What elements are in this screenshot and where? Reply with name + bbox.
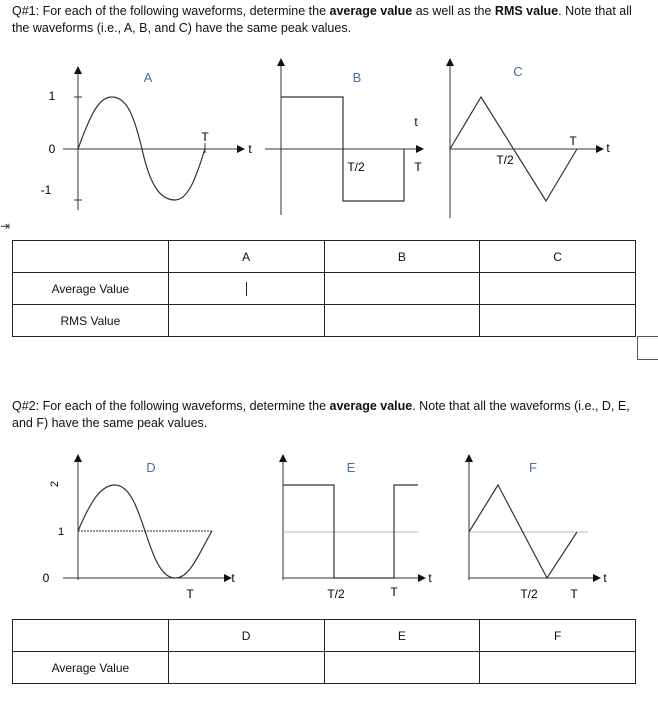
graph-e-t-label: t: [428, 571, 432, 585]
graph-e: [283, 458, 432, 601]
answer-table-2: [12, 619, 636, 684]
graph-d-offset-sine-wave: [78, 485, 212, 578]
graph-a: [41, 70, 253, 210]
graph-b-label: B: [352, 70, 362, 85]
graph-a-T-label: T: [201, 130, 209, 144]
q2-bold-average: average value: [329, 399, 413, 413]
text-cursor: [246, 282, 247, 296]
table-row: [13, 652, 636, 684]
table-2-header-blank: [13, 620, 169, 652]
table-1-average-label: Average Value: [13, 273, 169, 305]
graph-b: [265, 62, 422, 215]
graph-c: [450, 62, 610, 218]
q2-label: Q#2:: [12, 399, 40, 413]
graph-d-ytick-2: 2: [49, 480, 61, 488]
graph-e-label: E: [346, 460, 356, 475]
graph-d-ytick-0: 0: [42, 571, 50, 585]
graph-f-t-label: t: [603, 571, 607, 585]
table-1-average-c-cell[interactable]: [480, 273, 636, 305]
table-1-rms-label: RMS Value: [13, 305, 169, 337]
graph-d-label: D: [146, 460, 156, 475]
table-2-average-e-cell[interactable]: [324, 652, 480, 684]
graph-f: [469, 458, 607, 601]
q1-label: Q#1:: [12, 4, 40, 18]
graph-d-t-label: t: [231, 571, 235, 585]
table-2-header-f: F: [480, 620, 636, 652]
graph-a-ytick-0: 0: [48, 142, 56, 156]
waveforms-figure-2: [0, 440, 658, 620]
graph-a-label: A: [143, 70, 153, 85]
graph-f-T2-label: T/2: [520, 587, 538, 601]
table-row: [13, 273, 636, 305]
table-row: [13, 305, 636, 337]
table-1-rms-c-cell[interactable]: [480, 305, 636, 337]
table-1-header-blank: [13, 241, 169, 273]
graph-d: [43, 458, 236, 601]
graph-f-label: F: [529, 460, 537, 475]
graph-e-T2-label: T/2: [327, 587, 345, 601]
table-2-average-f-cell[interactable]: [480, 652, 636, 684]
graph-e-T-label: T: [390, 585, 398, 599]
table-2-header-d: D: [168, 620, 324, 652]
question-2-text: Q#2: For each of the following waveforms, determine the average value. Note that all the waveforms (i.e., D, E, and F) have the same peak values.: [12, 399, 630, 430]
graph-a-t-label: t: [248, 142, 252, 156]
graph-c-T-label: T: [569, 134, 577, 148]
question-1-text: Q#1: For each of the following waveforms, determine the average value as well as the RMS value. Note that all the waveforms (i.e., A, B, and C) have the same peak values.: [12, 4, 632, 35]
graph-d-ytick-1: 1: [57, 526, 65, 538]
graph-a-ytick-1: 1: [48, 89, 56, 103]
table-1-rms-b-cell[interactable]: [324, 305, 480, 337]
table-row: [13, 620, 636, 652]
table-row: [13, 241, 636, 273]
graph-b-t-label: t: [414, 115, 418, 129]
q1-bold-rms: RMS value: [494, 4, 559, 18]
table-2-average-d-cell[interactable]: [168, 652, 324, 684]
table-1-average-b-cell[interactable]: [324, 273, 480, 305]
table-1-header-b: B: [324, 241, 480, 273]
graph-c-T2-label: T/2: [496, 153, 514, 167]
graph-d-T-label: T: [186, 587, 194, 601]
q1-bold-average: average value: [329, 4, 413, 18]
table-1-header-a: A: [168, 241, 324, 273]
graph-b-T-label: T: [414, 160, 422, 174]
waveforms-figure-1: [0, 0, 658, 240]
table-2-average-label: Average Value: [13, 652, 169, 684]
margin-indent-icon: ⇥: [0, 219, 11, 233]
table-1-header-c: C: [480, 241, 636, 273]
graph-f-T-label: T: [570, 587, 578, 601]
table-1-average-a-cell[interactable]: [168, 273, 324, 305]
graph-c-t-label: t: [606, 141, 610, 155]
table-1-rms-a-cell[interactable]: [168, 305, 324, 337]
graph-b-T2-label: T/2: [347, 160, 365, 174]
graph-c-label: C: [513, 64, 523, 79]
answer-table-1: [12, 240, 636, 337]
table-2-header-e: E: [324, 620, 480, 652]
graph-a-ytick-minus1: -1: [40, 183, 52, 197]
margin-box: [637, 336, 658, 360]
